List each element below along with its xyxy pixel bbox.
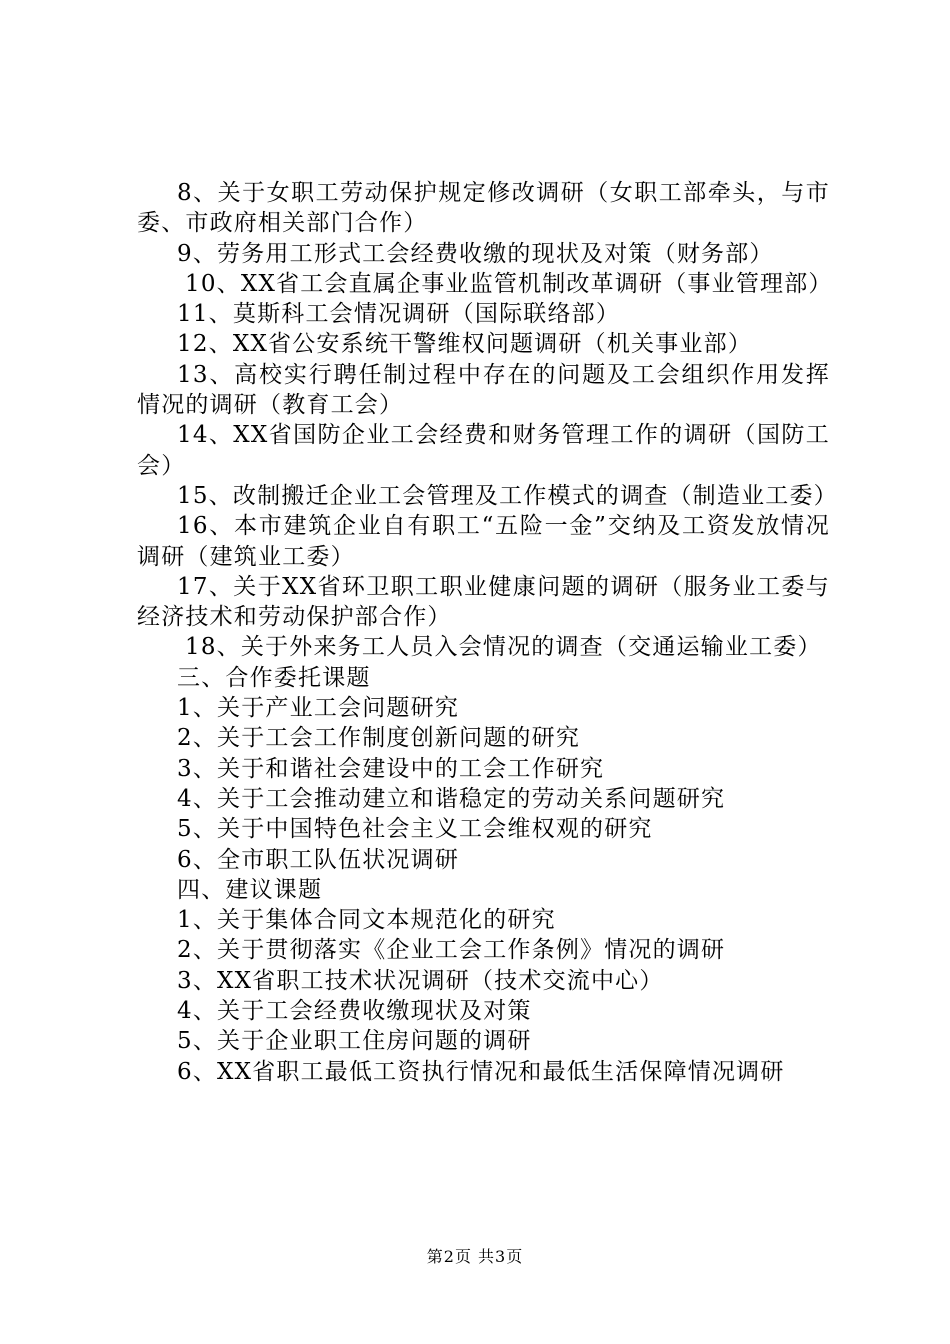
list-item: 3、XX省职工技术状况调研（技术交流中心）	[177, 967, 664, 994]
list-item: 5、关于中国特色社会主义工会维权观的研究	[177, 816, 653, 843]
list-item: 3、关于和谐社会建设中的工会工作研究	[177, 755, 605, 782]
paragraph-item-16: 16、本市建筑企业自有职工“五险一金”交纳及工资发放情况调研（建筑业工委）	[137, 513, 830, 570]
paragraph-item-9: 9、劳务用工形式工会经费收缴的现状及对策（财务部）	[177, 240, 774, 267]
list-item: 4、关于工会经费收缴现状及对策	[177, 998, 532, 1025]
section-heading-suggested: 四、建议课题	[177, 876, 323, 903]
list-item: 1、关于集体合同文本规范化的研究	[177, 907, 556, 934]
paragraph-item-11: 11、莫斯科工会情况调研（国际联络部）	[177, 301, 621, 328]
section-heading-cooperation: 三、合作委托课题	[177, 664, 371, 691]
list-item: 2、关于工会工作制度创新问题的研究	[177, 725, 581, 752]
page-number-footer: 第2页 共3页	[426, 1247, 524, 1266]
paragraph-item-14: 14、XX省国防企业工会经费和财务管理工作的调研（国防工会）	[137, 422, 830, 479]
paragraph-item-18: 18、关于外来务工人员入会情况的调查（交通运输业工委）	[185, 634, 822, 661]
list-item: 5、关于企业职工住房问题的调研	[177, 1028, 532, 1055]
paragraph-item-13: 13、高校实行聘任制过程中存在的问题及工会组织作用发挥情况的调研（教育工会）	[137, 361, 830, 419]
paragraph-item-10: 10、XX省工会直属企事业监管机制改革调研（事业管理部）	[185, 270, 833, 297]
paragraph-item-15: 15、改制搬迁企业工会管理及工作模式的调查（制造业工委）	[177, 482, 838, 509]
list-item: 1、关于产业工会问题研究	[177, 695, 460, 722]
list-item: 4、关于工会推动建立和谐稳定的劳动关系问题研究	[177, 785, 726, 812]
list-item: 6、全市职工队伍状况调研	[177, 846, 460, 873]
paragraph-item-8: 8、关于女职工劳动保护规定修改调研（女职工部牵头，与市委、市政府相关部门合作）	[137, 180, 830, 237]
list-item: 6、XX省职工最低工资执行情况和最低生活保障情况调研	[177, 1058, 785, 1085]
paragraph-item-12: 12、XX省公安系统干警维权问题调研（机关事业部）	[177, 331, 753, 358]
list-item: 2、关于贯彻落实《企业工会工作条例》情况的调研	[177, 937, 726, 964]
document-body	[137, 178, 838, 1087]
paragraph-item-17: 17、关于XX省环卫职工职业健康问题的调研（服务业工委与经济技术和劳动保护部合作）	[137, 573, 830, 631]
